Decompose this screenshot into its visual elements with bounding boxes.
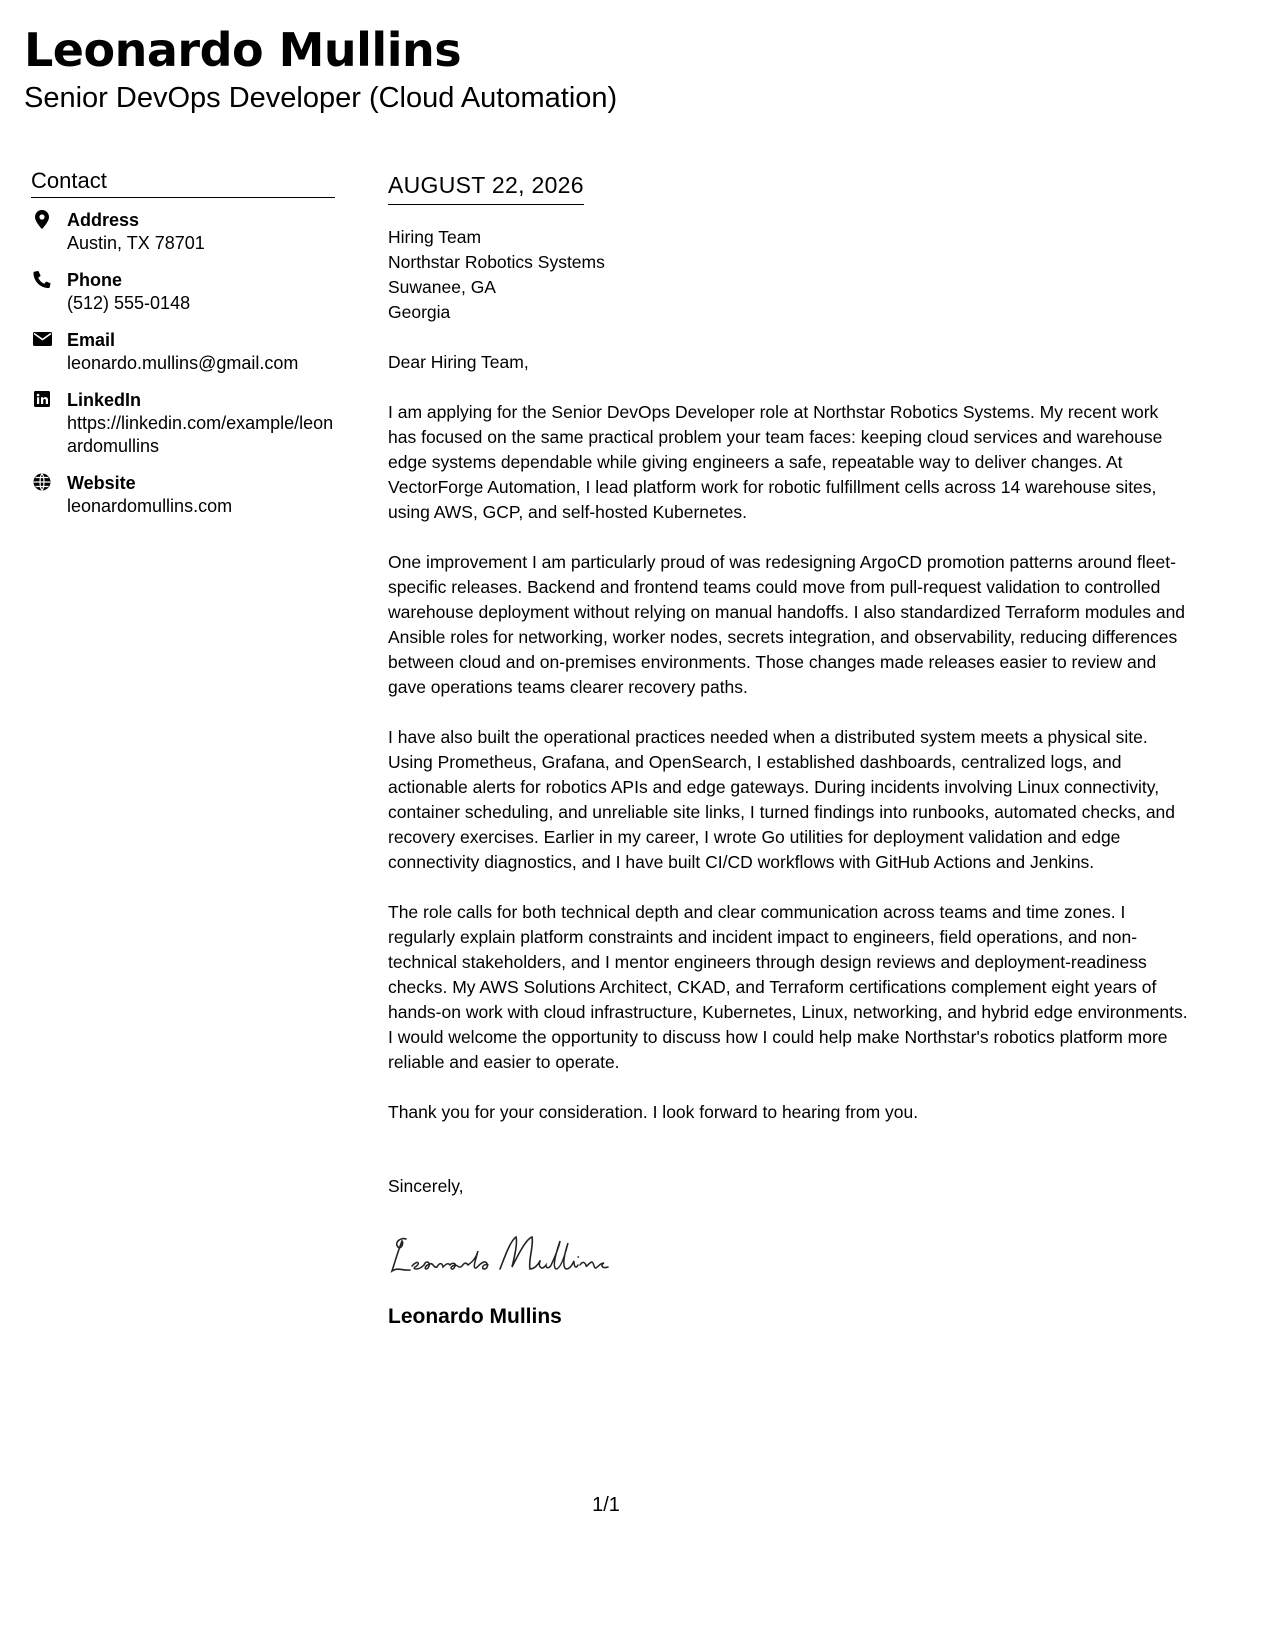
letter-paragraph: I am applying for the Senior DevOps Developer role at Northstar Robotics Systems. My recent work has focused on the same practical problem your team faces: keeping cloud services and warehouse edge systems dependable while giving engineers a safe, repeatable way to deliver changes. At VectorForge Automation, I lead platform work for robotic fulfillment cells across 14 warehouse sites, using AWS, GCP, and self-hosted Kubernetes. bbox=[388, 402, 1163, 522]
candidate-job-title: Senior DevOps Developer (Cloud Automation) bbox=[24, 82, 618, 114]
recipient-line: Georgia bbox=[388, 302, 451, 322]
signer-name: Leonardo Mullins bbox=[388, 1305, 562, 1328]
phone-icon bbox=[31, 268, 53, 290]
contact-label-address: Address bbox=[67, 210, 140, 230]
closing: Sincerely, bbox=[388, 1176, 464, 1196]
recipient-line: Hiring Team bbox=[388, 227, 482, 247]
contact-value-linkedin[interactable]: https://linkedin.com/example/leonardomullins bbox=[67, 413, 334, 456]
contact-item-address bbox=[31, 208, 335, 255]
contact-item-linkedin bbox=[31, 388, 335, 458]
letter-paragraph: Thank you for your consideration. I look forward to hearing from you. bbox=[388, 1102, 919, 1122]
recipient-line: Northstar Robotics Systems bbox=[388, 252, 605, 272]
contact-value-website[interactable]: leonardomullins.com bbox=[67, 496, 233, 516]
location-pin-icon bbox=[31, 208, 53, 230]
envelope-icon bbox=[31, 328, 53, 350]
contact-item-email bbox=[31, 328, 335, 375]
letter-date: AUGUST 22, 2026 bbox=[388, 170, 584, 205]
recipient-line: Suwanee, GA bbox=[388, 277, 496, 297]
salutation: Dear Hiring Team, bbox=[388, 352, 529, 372]
letter-paragraph: The role calls for both technical depth and clear communication across teams and time zones. I regularly explain platform constraints and incident impact to engineers, field operations, and non-technical stakeholders, and I mentor engineers through design reviews and deployment-readiness checks. My AWS Solutions Architect, CKAD, and Terraform certifications complement eight years of hands-on work with cloud infrastructure, Kubernetes, Linux, networking, and hybrid edge environments. I would welcome the opportunity to discuss how I could help make Northstar's robotics platform more reliable and easier to operate. bbox=[388, 902, 1188, 1072]
contact-item-phone bbox=[31, 268, 335, 315]
candidate-name: Leonardo Mullins bbox=[24, 23, 462, 77]
contact-value-address: Austin, TX 78701 bbox=[67, 233, 205, 253]
page-number: 1/1 bbox=[592, 1494, 620, 1516]
contact-label-linkedin: LinkedIn bbox=[67, 390, 142, 410]
letter-paragraph: One improvement I am particularly proud of was redesigning ArgoCD promotion patterns around fleet-specific releases. Backend and frontend teams could move from pull-request validation to controlled warehouse deployment without relying on manual handoffs. I also standardized Terraform modules and Ansible roles for networking, worker nodes, secrets integration, and observability, reducing differences between cloud and on-premises environments. Those changes made releases easier to review and gave operations teams clearer recovery paths. bbox=[388, 552, 1186, 697]
contact-label-phone: Phone bbox=[67, 270, 123, 290]
handwritten-signature bbox=[388, 1229, 1188, 1279]
contact-value-email: leonardo.mullins@gmail.com bbox=[67, 353, 299, 373]
contact-label-website: Website bbox=[67, 473, 136, 493]
contact-label-email: Email bbox=[67, 330, 116, 350]
contact-sidebar bbox=[31, 167, 335, 531]
cover-letter bbox=[388, 170, 1188, 1331]
recipient-block bbox=[388, 225, 1188, 325]
contact-item-website bbox=[31, 471, 335, 518]
contact-heading: Contact bbox=[31, 167, 335, 198]
globe-icon bbox=[31, 471, 53, 493]
linkedin-icon bbox=[31, 388, 53, 410]
letter-paragraph: I have also built the operational practices needed when a distributed system meets a physical site. Using Prometheus, Grafana, and OpenSearch, I established dashboards, centralized logs, and actionable alerts for robotics APIs and edge gateways. During incidents involving Linux connectivity, container scheduling, and unreliable site links, I turned findings into runbooks, automated checks, and recovery exercises. Earlier in my career, I wrote Go utilities for deployment validation and edge connectivity diagnostics, and I have built CI/CD workflows with GitHub Actions and Jenkins. bbox=[388, 727, 1176, 872]
contact-value-phone: (512) 555-0148 bbox=[67, 293, 191, 313]
